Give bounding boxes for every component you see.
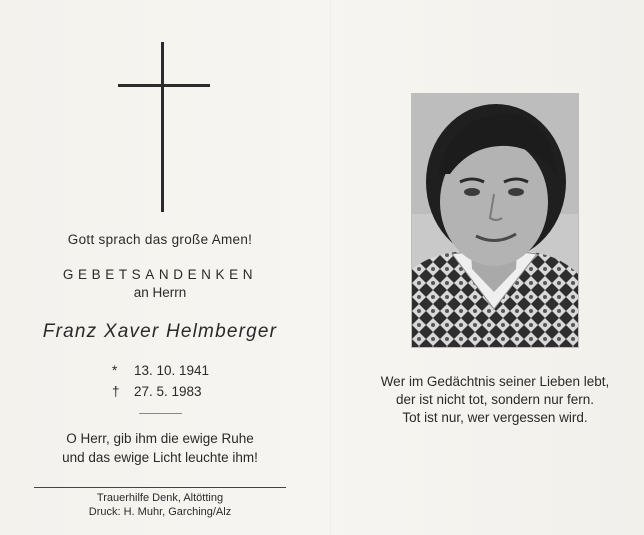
funeral-service-credit: Trauerhilfe Denk, Altötting — [96, 492, 224, 504]
death-date-row — [112, 384, 202, 399]
prayer-line-1: O Herr, gib ihm die ewige Ruhe — [66, 431, 254, 446]
cross-vertical-bar — [161, 42, 164, 212]
birth-star-icon: * — [112, 363, 118, 378]
death-cross-icon: † — [112, 384, 120, 399]
deceased-name: Franz Xaver Helmberger — [42, 321, 278, 342]
divider-short — [139, 413, 182, 414]
birth-date: 13. 10. 1941 — [134, 363, 210, 378]
quote-line-2: der ist nicht tot, sondern nur fern. — [395, 392, 595, 407]
birth-date-row — [112, 363, 209, 378]
subheading-an-herrn: an Herrn — [133, 285, 187, 300]
verse-text: Gott sprach das große Amen! — [67, 232, 253, 247]
printer-credit: Druck: H. Muhr, Garching/Alz — [88, 506, 232, 518]
heading-gebetsandenken: GEBETSANDENKEN — [62, 267, 258, 282]
quote-line-1: Wer im Gedächtnis seiner Lieben lebt, — [380, 374, 610, 389]
death-date: 27. 5. 1983 — [134, 384, 202, 399]
prayer-line-2: und das ewige Licht leuchte ihm! — [62, 450, 258, 465]
quote-line-3: Tot ist nur, wer vergessen wird. — [402, 410, 588, 425]
divider-long — [34, 487, 286, 488]
cross-horizontal-bar — [118, 84, 210, 87]
portrait-photo — [411, 93, 579, 348]
card-fold — [330, 0, 331, 535]
